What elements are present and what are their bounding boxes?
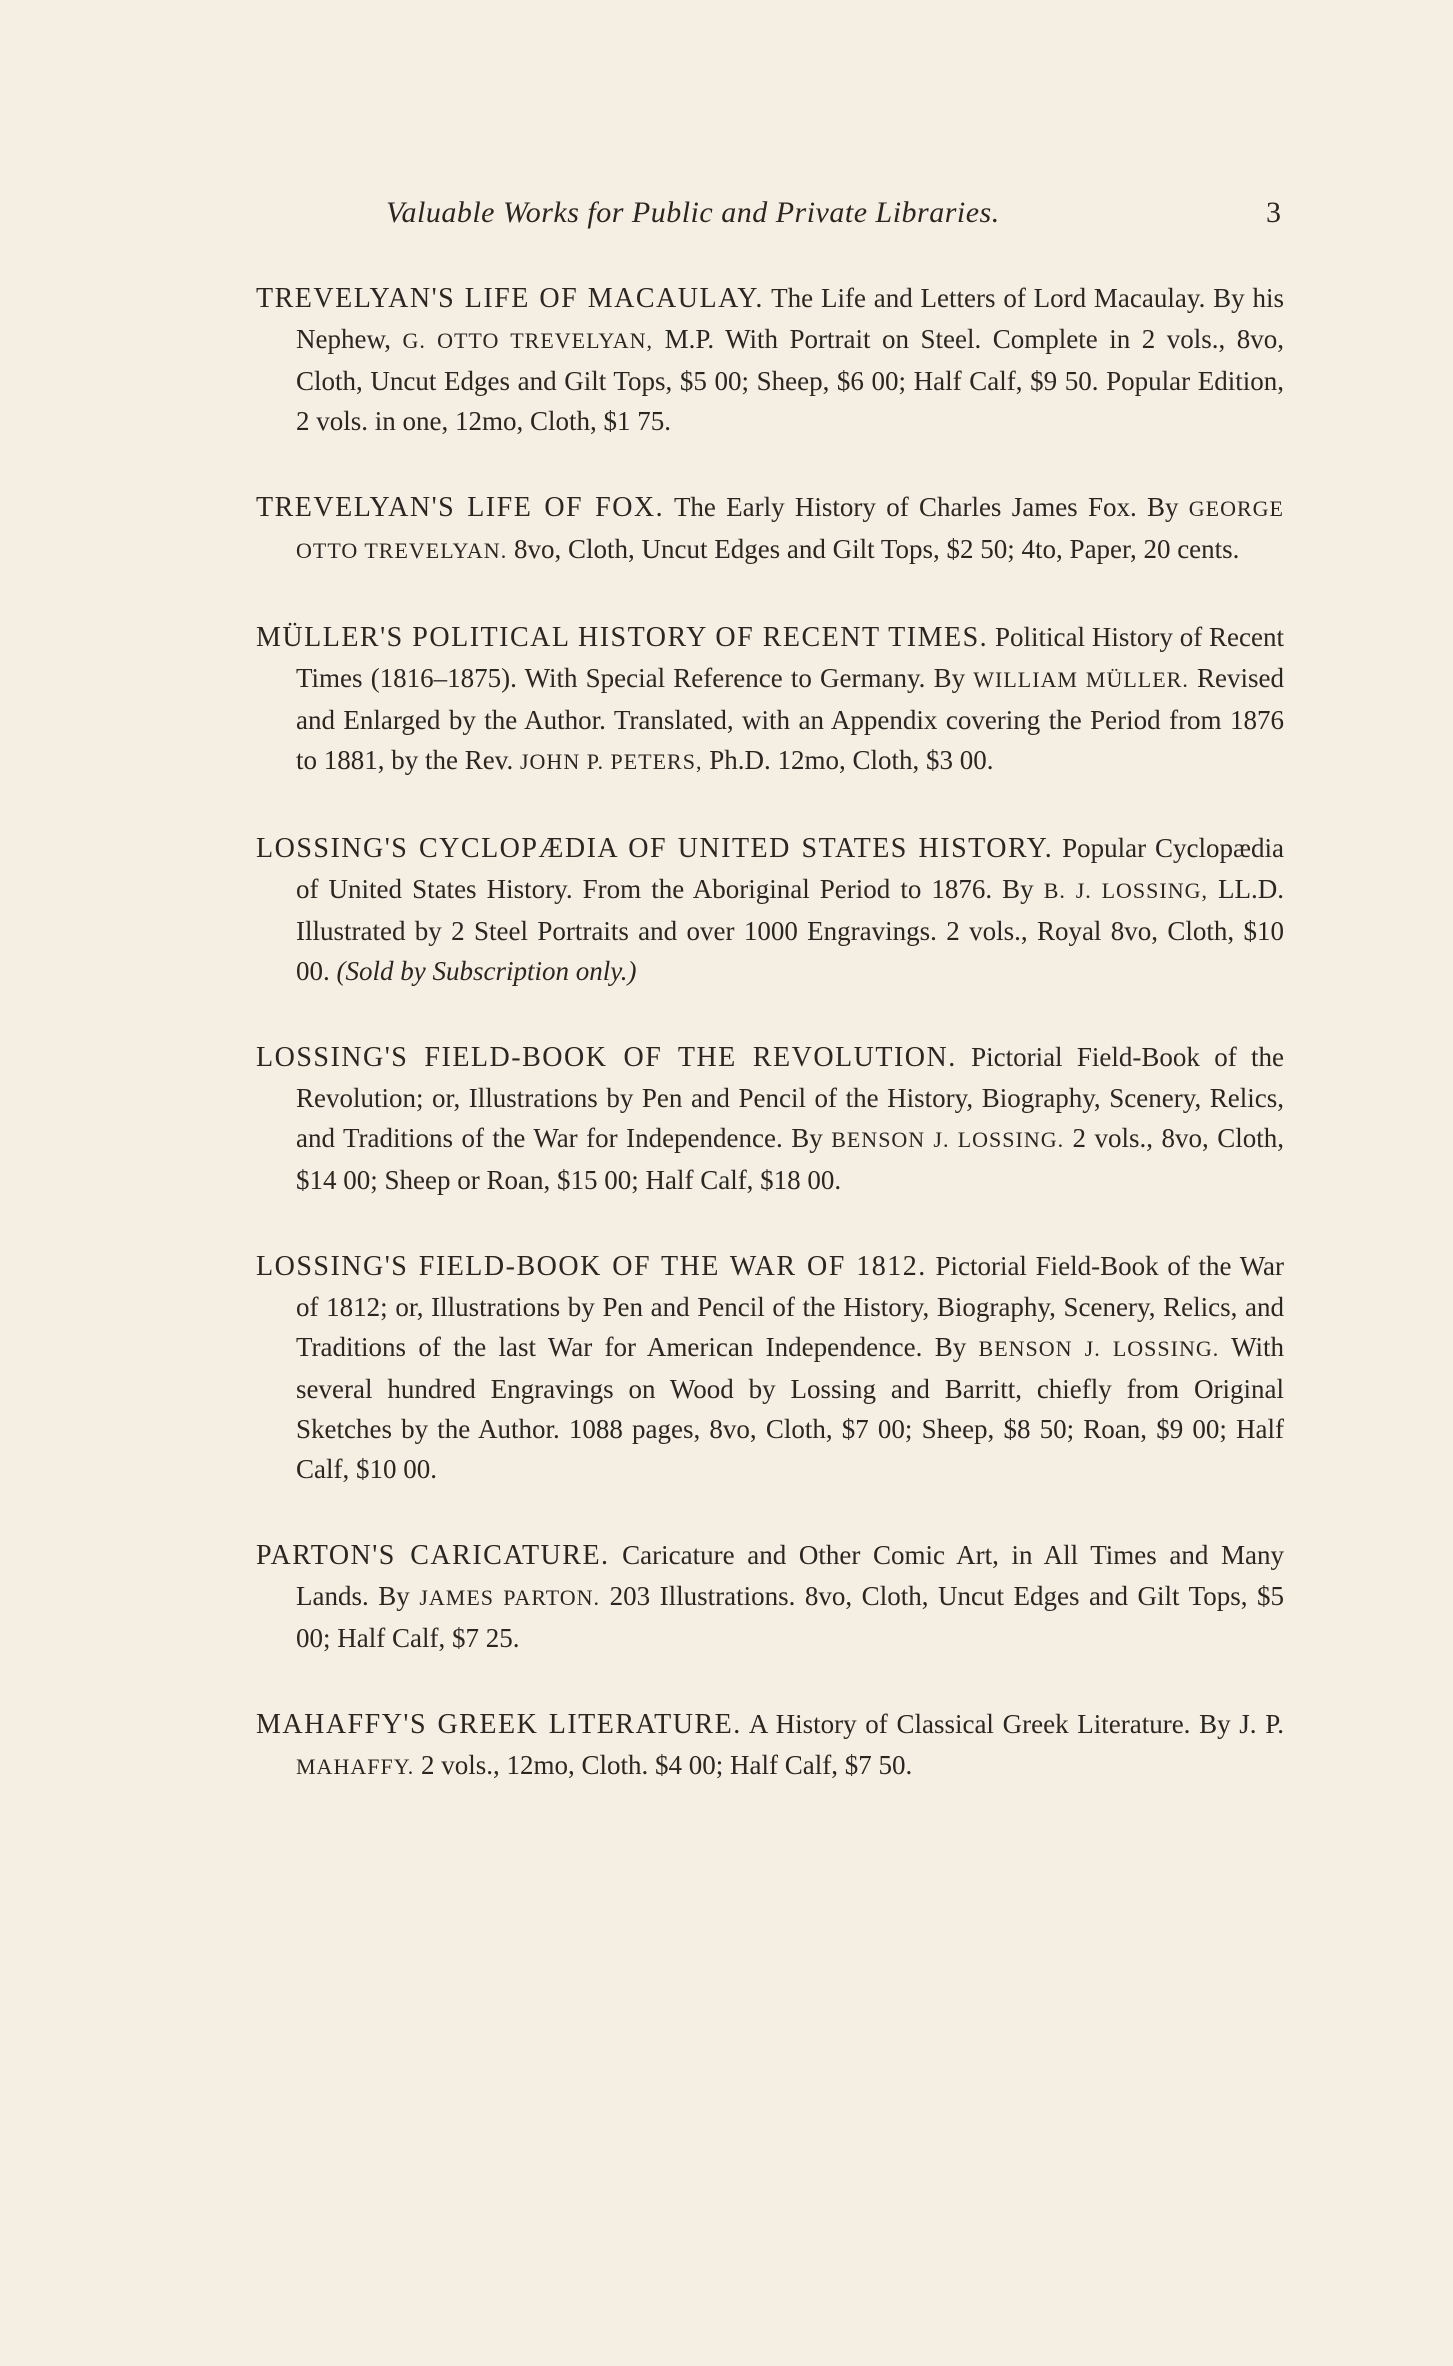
entry-author: BENSON J. LOSSING. xyxy=(831,1127,1065,1152)
entry-author: GEORGE OTTO TREVELYAN. xyxy=(296,496,1284,563)
entry-author: B. J. LOSSING, xyxy=(1043,878,1208,903)
entry-text: M.P. With Portrait on Steel. Complete in 2 vols., 8vo, Cloth, Uncut Edges and Gilt Tops, $5 00; Sheep, $6 00; Half Calf, $9 50. Popular Edition, 2 vols. in one, 12mo, Cloth, $1 75. xyxy=(296,324,1284,436)
book-entry-lossing-war-1812 xyxy=(256,1246,1284,1489)
entry-body xyxy=(256,1037,1284,1200)
entry-body xyxy=(256,1246,1284,1489)
entry-text: 203 Illustrations. 8vo, Cloth, Uncut Edges and Gilt Tops, $5 00; Half Calf, $7 25. xyxy=(296,1581,1284,1653)
entry-title: MAHAFFY'S GREEK LITERATURE. xyxy=(256,1709,742,1740)
book-entry-muller-political-history xyxy=(256,617,1284,782)
entry-body xyxy=(256,617,1284,782)
entry-note: (Sold by Subscription only.) xyxy=(336,956,637,986)
entry-title: MÜLLER'S POLITICAL HISTORY OF RECENT TIMES. xyxy=(256,622,989,653)
entry-text: Pictorial Field-Book of the War of 1812; or, Illustrations by Pen and Pencil of the History, Biography, Scenery, Relics, and Traditions of the last War for American Independence. By xyxy=(296,1251,1284,1362)
running-title: Valuable Works for Public and Private Libraries. xyxy=(386,196,1000,229)
entry-text: The Early History of Charles James Fox. By xyxy=(664,492,1189,522)
entry-text: With several hundred Engravings on Wood by Lossing and Barritt, chiefly from Original Sketches by the Author. 1088 pages, 8vo, Cloth, $7 00; Sheep, $8 50; Roan, $9 00; Half Calf, $10 00. xyxy=(296,1332,1284,1484)
book-entry-lossing-revolution xyxy=(256,1037,1284,1200)
entry-text: 2 vols., 12mo, Cloth. $4 00; Half Calf, $7 50. xyxy=(414,1750,913,1780)
entry-title: TREVELYAN'S LIFE OF FOX. xyxy=(256,492,665,523)
entry-title: LOSSING'S FIELD-BOOK OF THE WAR OF 1812. xyxy=(256,1251,927,1282)
entry-translator: JOHN P. PETERS, xyxy=(519,749,703,774)
entry-body xyxy=(256,828,1284,991)
entry-title: LOSSING'S CYCLOPÆDIA OF UNITED STATES HISTORY. xyxy=(256,833,1054,864)
entry-author: BENSON J. LOSSING. xyxy=(978,1336,1220,1361)
book-entry-parton-caricature xyxy=(256,1535,1284,1658)
entry-text: Popular Cyclopædia of United States History. From the Aboriginal Period to 1876. By xyxy=(296,833,1284,904)
entry-author: JAMES PARTON. xyxy=(419,1585,601,1610)
entry-text: Caricature and Other Comic Art, in All Times and Many Lands. By xyxy=(296,1540,1284,1611)
entry-text: Political History of Recent Times (1816–1875). With Special Reference to Germany. By xyxy=(296,622,1284,693)
entry-title: LOSSING'S FIELD-BOOK OF THE REVOLUTION. xyxy=(256,1042,957,1073)
book-entry-trevelyan-macaulay xyxy=(256,278,1284,441)
entry-text: LL.D. Illustrated by 2 Steel Portraits and over 1000 Engravings. 2 vols., Royal 8vo, Cloth, $10 00. xyxy=(296,874,1285,986)
entry-text: 2 vols., 8vo, Cloth, $14 00; Sheep or Roan, $15 00; Half Calf, $18 00. xyxy=(296,1123,1284,1195)
book-entries xyxy=(256,278,1284,1833)
entry-author: MAHAFFY. xyxy=(296,1754,415,1779)
entry-body xyxy=(256,1535,1284,1658)
book-entry-lossing-cyclopaedia xyxy=(256,828,1284,991)
entry-body xyxy=(256,1704,1284,1787)
entry-text: Pictorial Field-Book of the Revolution; or, Illustrations by Pen and Pencil of the History, Biography, Scenery, Relics, and Traditions of the War for Independence. By xyxy=(296,1042,1284,1153)
book-entry-mahaffy-greek-literature xyxy=(256,1704,1284,1787)
entry-text: Revised and Enlarged by the Author. Translated, with an Appendix covering the Period from 1876 to 1881, by the Rev. xyxy=(296,663,1284,775)
entry-author: G. OTTO TREVELYAN, xyxy=(402,328,654,353)
entry-body xyxy=(256,278,1284,441)
book-entry-trevelyan-fox xyxy=(256,487,1284,571)
entry-text: The Life and Letters of Lord Macaulay. By his Nephew, xyxy=(296,283,1284,354)
entry-title: TREVELYAN'S LIFE OF MACAULAY. xyxy=(256,283,764,314)
entry-body xyxy=(256,487,1284,571)
entry-title: PARTON'S CARICATURE. xyxy=(256,1540,610,1571)
entry-text: Ph.D. 12mo, Cloth, $3 00. xyxy=(702,745,994,775)
entry-text: 8vo, Cloth, Uncut Edges and Gilt Tops, $2 50; 4to, Paper, 20 cents. xyxy=(507,534,1240,564)
running-head xyxy=(386,196,1281,246)
page-number: 3 xyxy=(1266,196,1281,229)
entry-text: A History of Classical Greek Literature. By J. P. xyxy=(741,1709,1284,1739)
entry-author: WILLIAM MÜLLER. xyxy=(973,667,1189,692)
